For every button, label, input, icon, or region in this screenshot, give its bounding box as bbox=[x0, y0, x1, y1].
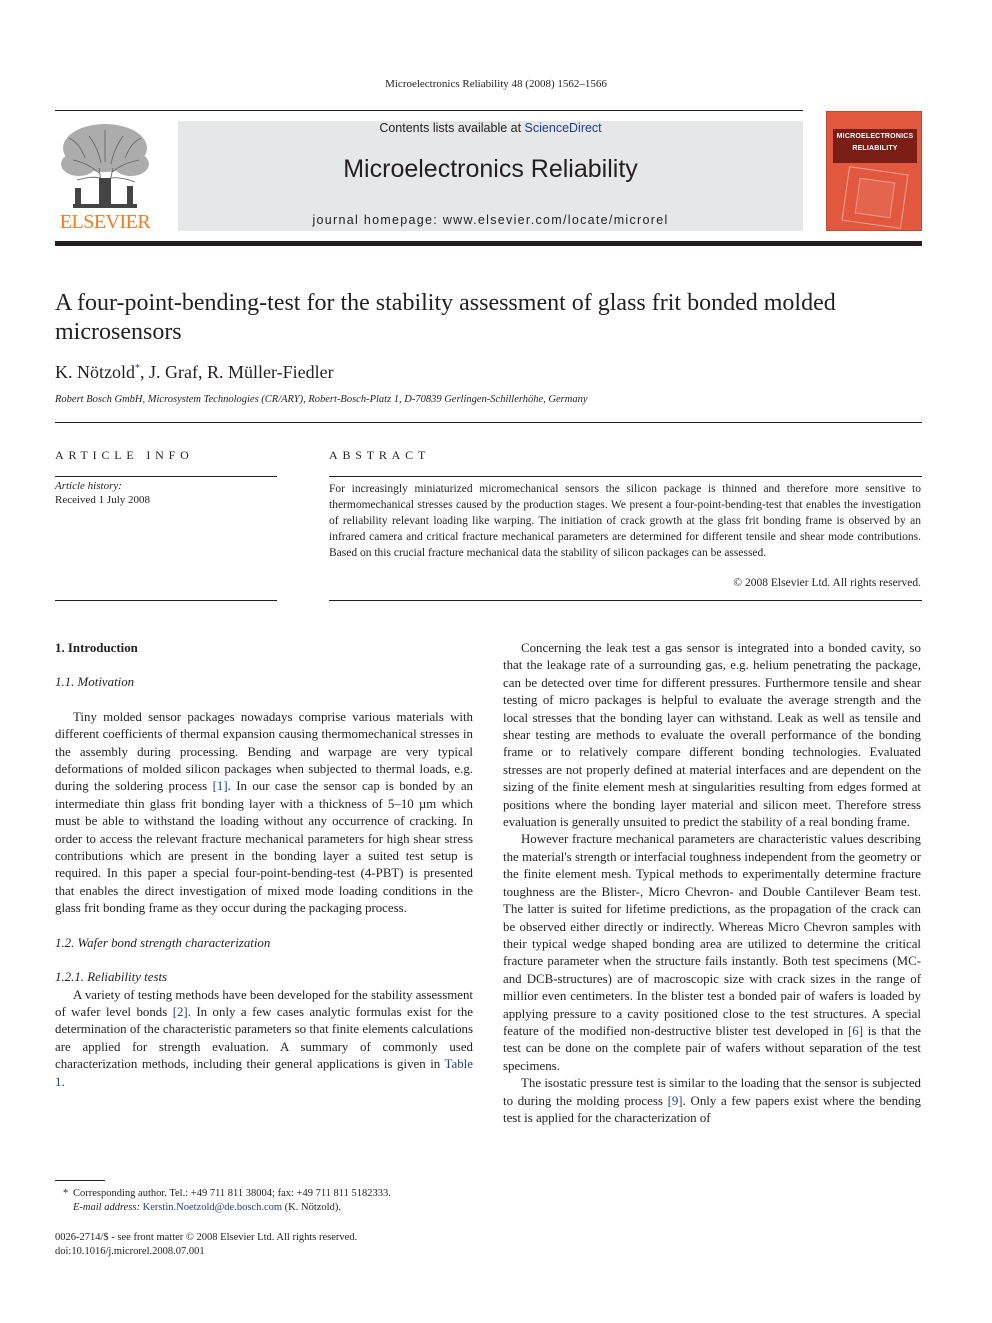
corresponding-author-text: Corresponding author. Tel.: +49 711 811 38004; fax: +49 711 811 5182333. bbox=[73, 1188, 391, 1199]
paragraph-reliability-text-3: . bbox=[61, 1074, 65, 1089]
author-first: K. Nötzold bbox=[55, 362, 135, 382]
paragraph-reliability-text-1: A variety of testing methods have been developed for the stability assessment of wafer level bonds bbox=[55, 987, 473, 1019]
corresponding-author-mark[interactable]: * bbox=[135, 363, 140, 374]
running-head: Microelectronics Reliability 48 (2008) 1562–1566 bbox=[385, 78, 607, 90]
paragraph-motivation-text-2: . In our case the sensor cap is bonded by an intermediate thin glass frit bonding layer with a thickness of 5–10 µm which must be able to withstand the loading without any occurrence of cracking. In order to access the relevant fracture mechanical parameters for high shear stress contributions which are present in the bonding layer a suited test setup is required. In this paper a special four-point-bending-test (4-PBT) is presented that enables the direct investigation of mixed mode loading conditions in the glass frit bonding frame as they occur during the packaging process. bbox=[55, 779, 473, 916]
article-info-bottom-rule bbox=[55, 600, 277, 601]
front-matter bbox=[55, 1231, 357, 1259]
header-divider bbox=[55, 422, 922, 423]
paragraph-isostatic-text-2: . Only a few papers exist where the bending test is applied for the characterization of bbox=[503, 1093, 921, 1125]
cover-title-line2: RELIABILITY bbox=[852, 145, 898, 152]
email-note bbox=[55, 1201, 473, 1215]
affiliation: Robert Bosch GmbH, Microsystem Technologies (CR/ARY), Robert-Bosch-Platz 1, D-70839 Gerlingen-Schillerhöhe, Germany bbox=[55, 394, 588, 405]
cover-title-line1: MICROELECTRONICS bbox=[836, 133, 914, 140]
article-history-label: Article history: bbox=[55, 480, 122, 492]
citation-6[interactable]: [6] bbox=[847, 1023, 864, 1038]
citation-1[interactable]: [1] bbox=[212, 779, 228, 794]
cover-chip-inner-graphic bbox=[855, 178, 896, 219]
contents-line bbox=[178, 121, 803, 135]
sciencedirect-link[interactable]: ScienceDirect bbox=[524, 121, 602, 135]
author-others: , J. Graf, R. Müller-Fiedler bbox=[140, 362, 334, 382]
abstract-copyright: © 2008 Elsevier Ltd. All rights reserved. bbox=[733, 577, 921, 589]
paragraph-motivation-text-1: Tiny molded sensor packages nowadays comprise various materials with different coefficients of thermal expansion causing thermomechanical stresses in the assembly during processing. Bending and warpage are very typical deformations of molded silicon packages when subjected to thermal loads, e.g. during the soldering process bbox=[55, 709, 473, 794]
received-date: Received 1 July 2008 bbox=[55, 494, 151, 506]
paragraph-leak-test: Concerning the leak test a gas sensor is integrated into a bonded cavity, so that the leakage rate of a surrounding gas, e.g. helium penetrating the package, can be detected over time for different pressures. Furthermore tensile and shear testing of micro packages is helpful to evaluate the average strength and the local stresses that the bonding layer can withstand. Leak as well as tensile and shear testing are methods to evaluate the overall performance of the bonding frame or to relatively compare different bonding technologies. Evaluated stresses are not properly defined at material interfaces and are dependent on the sizing of the finite element mesh at singularities resulting from edges formed at positions where the bonding layer material and silicon meet. Therefore stress evaluation is generally unsuited to predict the stability of a real bonding frame. bbox=[503, 641, 921, 830]
section-heading-introduction: 1. Introduction bbox=[55, 641, 138, 655]
paragraph-reliability-tests bbox=[55, 987, 473, 1091]
paragraph-isostatic bbox=[503, 1075, 921, 1127]
footnote-rule bbox=[55, 1180, 105, 1181]
doi-line[interactable]: doi:10.1016/j.microrel.2008.07.001 bbox=[55, 1246, 205, 1257]
footnote bbox=[55, 1187, 473, 1215]
email-label: E-mail address: bbox=[73, 1202, 140, 1213]
citation-2[interactable]: [2] bbox=[172, 1004, 188, 1019]
journal-cover-thumbnail bbox=[826, 111, 922, 231]
email-suffix: (K. Nötzold). bbox=[282, 1202, 341, 1213]
paper-title: A four-point-bending-test for the stability assessment of glass frit bonded molded microsensors bbox=[55, 290, 836, 345]
citation-9[interactable]: [9] bbox=[667, 1093, 683, 1108]
paragraph-motivation bbox=[55, 709, 473, 918]
corresponding-author-note bbox=[55, 1187, 473, 1201]
left-column bbox=[55, 640, 473, 1091]
article-info-heading: ARTICLE INFO bbox=[55, 448, 194, 462]
masthead-bottom-rule bbox=[55, 241, 922, 246]
abstract-text: For increasingly miniaturized micromechanical sensors the silicon package is thinned and therefore more sensitive to thermomechanical stresses caused by the production stages. We present a four-point-bending-test that enables the investigation of reliability relevant loading like warping. The initiation of crack growth at the glass frit bonding frame is observed by an infrared camera and critical fracture mechanical parameters are determined for different tensile and shear mode contributions. Based on this crucial fracture mechanical data the stability of silicon packages can be assessed. bbox=[329, 483, 921, 559]
article-info-rule bbox=[55, 476, 277, 477]
abstract-heading: ABSTRACT bbox=[329, 448, 431, 462]
subsubsection-heading-reliability-tests: 1.2.1. Reliability tests bbox=[55, 970, 168, 985]
table-1-link[interactable]: Table 1 bbox=[55, 1057, 473, 1089]
contents-prefix: Contents lists available at bbox=[379, 121, 525, 135]
author-email-link[interactable]: Kerstin.Noetzold@de.bosch.com bbox=[142, 1202, 283, 1213]
right-column bbox=[503, 640, 921, 1127]
paragraph-fracture-mechanics bbox=[503, 831, 921, 1075]
paragraph-reliability-text-2: . In only a few cases analytic formulas exist for the determination of the characteristic parameters so that finite elements calculations are applied for strength evaluation. A summary of commonly used characterization methods, including their general applications is given in bbox=[55, 1004, 473, 1072]
author-list bbox=[55, 362, 334, 383]
journal-name: Microelectronics Reliability bbox=[343, 155, 638, 183]
paragraph-isostatic-text-1: The isostatic pressure test is similar to the loading that the sensor is subjected to during the molding process bbox=[503, 1076, 921, 1108]
abstract-bottom-rule bbox=[329, 600, 922, 601]
footnote-mark: * bbox=[63, 1188, 69, 1199]
issn-line: 0026-2714/$ - see front matter © 2008 Elsevier Ltd. All rights reserved. bbox=[55, 1232, 358, 1243]
subsection-heading-motivation: 1.1. Motivation bbox=[55, 675, 135, 690]
abstract-rule bbox=[329, 476, 922, 477]
subsection-heading-wafer-bond: 1.2. Wafer bond strength characterization bbox=[55, 935, 271, 950]
paragraph-fracture-text-2: is that the test can be done on the complete pair of wafers without separation of the test specimens. bbox=[503, 1023, 921, 1073]
masthead-top-rule bbox=[55, 110, 803, 111]
elsevier-wordmark: ELSEVIER bbox=[59, 211, 151, 233]
paragraph-fracture-text-1: However fracture mechanical parameters are characteristic values describing the material's strength or interfacial toughness independent from the geometry or the finite element mesh. Typical methods to experimentally determine fracture toughness are the Blister-, Micro Chevron- and Double Cantilever Beam test. The latter is suited for lifetime predictions, as the propagation of the crack can be observed either directly or indirectly. Whereas Micro Chevron samples with their typical wedge shaped bonding area are utilized to determine the critical fracture parameter when the structure fails instantly. Both test specimens (MC- and DCB-structures) are of macroscopic size with crack sizes in the range of millior even centimeters. In the blister test a bonded pair of wafers is loaded by applying pressure to a cavity positioned close to the test structures. A special feature of the modified non-destructive blister test developed in bbox=[503, 832, 921, 1038]
journal-homepage[interactable]: journal homepage: www.elsevier.com/locate/microrel bbox=[312, 213, 669, 227]
